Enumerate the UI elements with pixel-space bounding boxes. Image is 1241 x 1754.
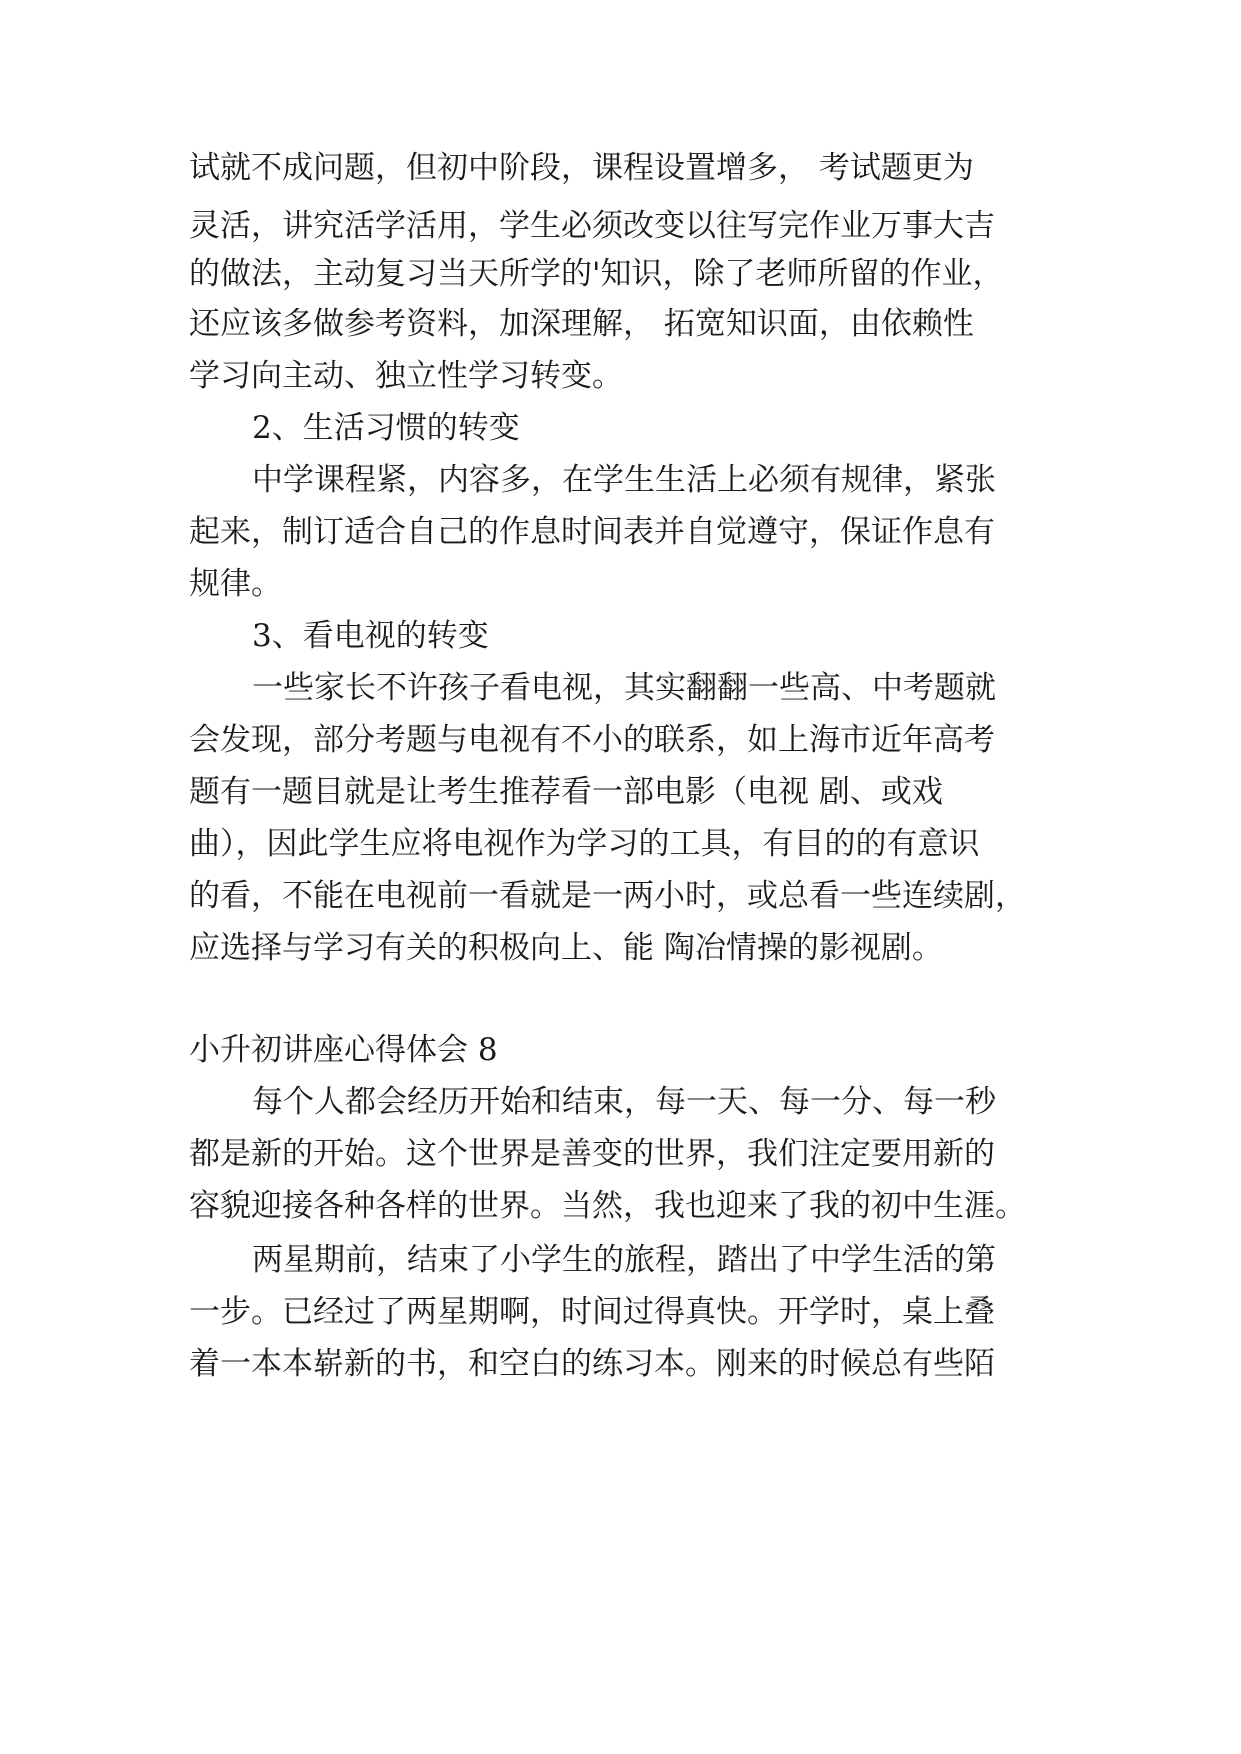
text-line: 着一本本崭新的书，和空白的练习本。刚来的时候总有些陌 xyxy=(189,1346,995,1382)
section-title: 小升初讲座心得体会 8 xyxy=(189,1032,498,1068)
text-line: 一步。已经过了两星期啊，时间过得真快。开学时，桌上叠 xyxy=(189,1294,995,1330)
text-line: 每个人都会经历开始和结束，每一天、每一分、每一秒 xyxy=(252,1084,996,1120)
text-line: 学习向主动、独立性学习转变。 xyxy=(189,358,623,394)
text-line: 规律。 xyxy=(189,566,282,602)
text-line: 灵活，讲究活学活用，学生必须改变以往写完作业万事大吉 xyxy=(189,208,995,244)
text-line: 题有一题目就是让考生推荐看一部电影（电视 剧、或戏 xyxy=(189,774,943,810)
text-line: 的做法，主动复习当天所学的'知识，除了老师所留的作业， xyxy=(189,256,1004,292)
text-line: 起来，制订适合自己的作息时间表并自觉遵守，保证作息有 xyxy=(189,514,995,550)
text-line: 的看，不能在电视前一看就是一两小时，或总看一些连续剧， xyxy=(189,878,1026,914)
text-line: 应选择与学习有关的积极向上、能 陶冶情操的影视剧。 xyxy=(189,930,943,966)
text-line: 会发现，部分考题与电视有不小的联系，如上海市近年高考 xyxy=(189,722,995,758)
text-line: 两星期前，结束了小学生的旅程，踏出了中学生活的第 xyxy=(252,1242,996,1278)
text-line: 试就不成问题，但初中阶段，课程设置增多， 考试题更为 xyxy=(189,150,974,186)
item-heading-2: 2、生活习惯的转变 xyxy=(252,410,520,446)
text-line: 曲），因此学生应将电视作为学习的工具，有目的的有意识 xyxy=(189,826,980,862)
text-line: 还应该多做参考资料，加深理解， 拓宽知识面，由依赖性 xyxy=(189,306,974,342)
item-heading-3: 3、看电视的转变 xyxy=(252,618,489,654)
text-line: 中学课程紧，内容多，在学生生活上必须有规律，紧张 xyxy=(252,462,996,498)
text-line: 容貌迎接各种各样的世界。当然，我也迎来了我的初中生涯。 xyxy=(189,1188,1026,1224)
text-line: 都是新的开始。这个世界是善变的世界，我们注定要用新的 xyxy=(189,1136,995,1172)
text-line: 一些家长不许孩子看电视，其实翻翻一些高、中考题就 xyxy=(252,670,996,706)
